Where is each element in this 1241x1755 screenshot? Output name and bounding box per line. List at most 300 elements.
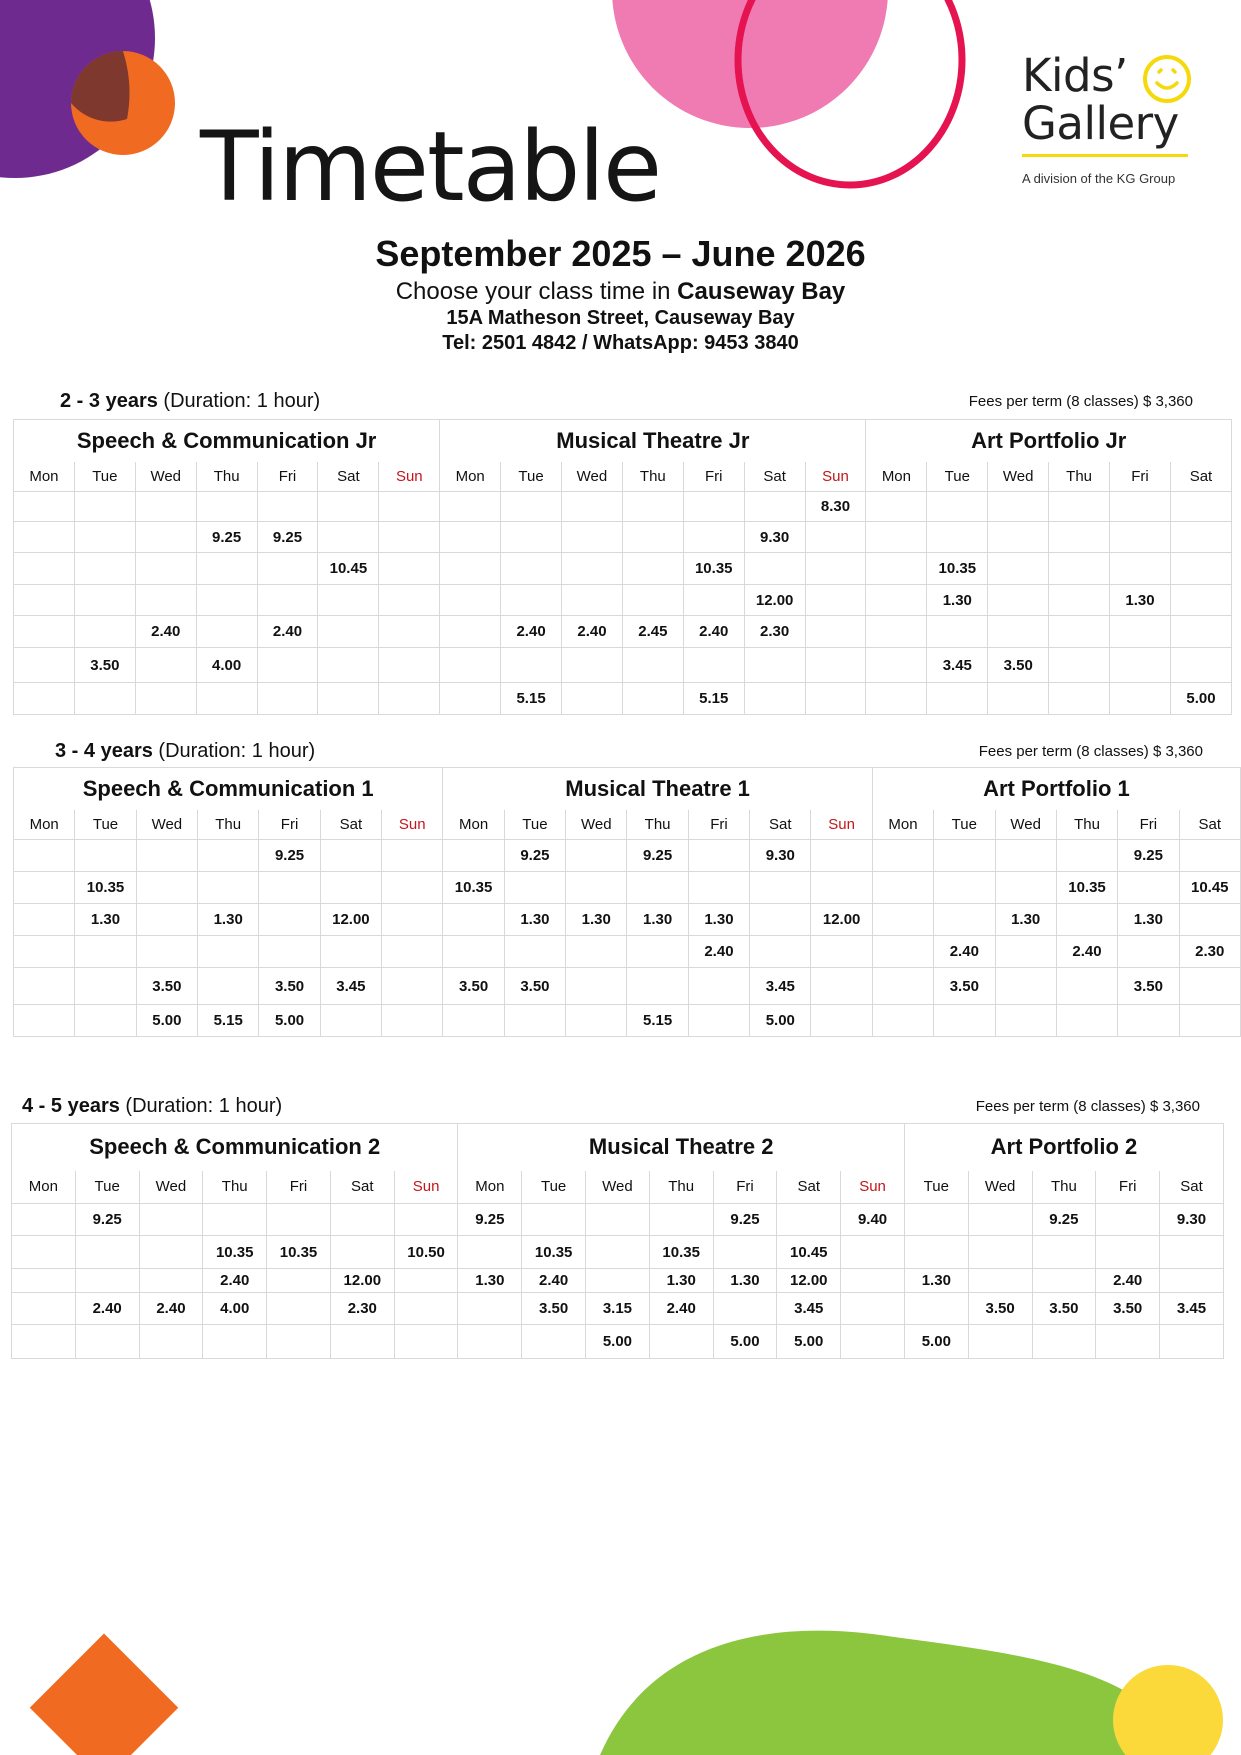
class-time-cell xyxy=(1170,648,1231,683)
class-time-cell xyxy=(866,492,927,522)
class-time-cell: 1.30 xyxy=(927,585,988,616)
class-time-cell xyxy=(135,522,196,553)
class-time-cell: 9.30 xyxy=(750,840,811,872)
class-time-cell: 5.15 xyxy=(683,683,744,715)
class-time-cell: 12.00 xyxy=(777,1269,841,1293)
weekday-thu: Thu xyxy=(196,462,257,492)
weekday-fri: Fri xyxy=(1118,810,1179,840)
class-time-cell xyxy=(968,1325,1032,1359)
class-time-cell: 5.15 xyxy=(627,1005,688,1037)
weekday-tue: Tue xyxy=(904,1171,968,1204)
class-time-cell: 5.00 xyxy=(750,1005,811,1037)
class-time-cell xyxy=(586,1269,650,1293)
class-time-cell xyxy=(135,585,196,616)
class-time-cell xyxy=(1049,648,1110,683)
class-time-cell xyxy=(683,492,744,522)
class-time-cell xyxy=(649,1204,713,1236)
class-time-cell: 12.00 xyxy=(320,904,381,936)
time-slot-row xyxy=(14,840,1241,872)
class-time-cell xyxy=(320,840,381,872)
class-time-cell xyxy=(74,553,135,585)
class-time-cell xyxy=(74,522,135,553)
class-time-cell xyxy=(198,872,259,904)
class-time-cell xyxy=(988,616,1049,648)
class-time-cell xyxy=(135,553,196,585)
class-time-cell xyxy=(841,1269,905,1293)
program-title-art: Art Portfolio 1 xyxy=(872,768,1240,810)
time-slot-row xyxy=(14,522,1232,553)
class-time-cell: 5.15 xyxy=(501,683,562,715)
program-title-music: Musical Theatre Jr xyxy=(440,420,866,462)
class-time-cell: 10.35 xyxy=(203,1236,267,1269)
class-time-cell xyxy=(627,872,688,904)
weekday-sat: Sat xyxy=(1170,462,1231,492)
class-time-cell xyxy=(394,1325,458,1359)
class-time-cell: 8.30 xyxy=(805,492,866,522)
class-time-cell xyxy=(14,904,75,936)
class-time-cell xyxy=(379,648,440,683)
class-time-cell xyxy=(198,840,259,872)
program-header-row xyxy=(14,768,1241,810)
class-time-cell xyxy=(866,616,927,648)
class-time-cell: 5.00 xyxy=(586,1325,650,1359)
green-blob xyxy=(600,1631,1160,1755)
class-time-cell: 1.30 xyxy=(198,904,259,936)
class-time-cell xyxy=(805,553,866,585)
weekday-sat: Sat xyxy=(750,810,811,840)
class-time-cell: 3.50 xyxy=(504,968,565,1005)
class-time-cell xyxy=(14,616,75,648)
class-time-cell: 1.30 xyxy=(566,904,627,936)
time-slot-row xyxy=(12,1325,1224,1359)
class-time-cell xyxy=(866,683,927,715)
class-time-cell: 12.00 xyxy=(744,585,805,616)
class-time-cell xyxy=(811,840,872,872)
age-range: 3 - 4 years xyxy=(55,740,153,762)
class-time-cell xyxy=(688,872,749,904)
class-time-cell xyxy=(872,904,933,936)
class-time-cell xyxy=(805,585,866,616)
class-time-cell xyxy=(136,936,197,968)
class-time-cell xyxy=(318,683,379,715)
class-time-cell xyxy=(562,492,623,522)
class-time-cell xyxy=(198,936,259,968)
class-time-cell xyxy=(841,1325,905,1359)
class-time-cell xyxy=(504,1005,565,1037)
class-time-cell xyxy=(257,648,318,683)
class-time-cell xyxy=(622,585,683,616)
class-time-cell xyxy=(196,683,257,715)
class-time-cell: 10.45 xyxy=(1179,872,1240,904)
timetable xyxy=(13,767,1241,1037)
class-time-cell xyxy=(811,1005,872,1037)
weekday-tue: Tue xyxy=(75,810,136,840)
weekday-fri: Fri xyxy=(267,1171,331,1204)
class-time-cell xyxy=(1049,522,1110,553)
class-time-cell xyxy=(320,872,381,904)
timetable xyxy=(11,1123,1224,1359)
class-time-cell xyxy=(566,872,627,904)
time-slot-row xyxy=(12,1204,1224,1236)
weekday-thu: Thu xyxy=(622,462,683,492)
class-time-cell xyxy=(1056,968,1117,1005)
weekday-mon: Mon xyxy=(440,462,501,492)
weekday-sun: Sun xyxy=(394,1171,458,1204)
class-time-cell xyxy=(866,648,927,683)
class-time-cell: 3.50 xyxy=(136,968,197,1005)
class-time-cell xyxy=(14,1005,75,1037)
class-time-cell xyxy=(330,1325,394,1359)
class-time-cell xyxy=(458,1325,522,1359)
class-time-cell: 3.50 xyxy=(74,648,135,683)
class-time-cell xyxy=(75,840,136,872)
class-time-cell: 3.45 xyxy=(320,968,381,1005)
class-time-cell xyxy=(501,553,562,585)
class-time-cell xyxy=(440,683,501,715)
class-time-cell xyxy=(988,522,1049,553)
weekday-thu: Thu xyxy=(1056,810,1117,840)
class-time-cell xyxy=(318,522,379,553)
class-time-cell xyxy=(382,968,443,1005)
class-time-cell xyxy=(14,585,75,616)
class-time-cell xyxy=(12,1325,76,1359)
class-time-cell xyxy=(196,553,257,585)
class-time-cell xyxy=(379,585,440,616)
class-time-cell xyxy=(379,683,440,715)
location-name: Causeway Bay xyxy=(677,278,846,305)
age-group-label xyxy=(60,390,320,413)
class-time-cell xyxy=(805,683,866,715)
duration: (Duration: 1 hour) xyxy=(119,1095,283,1117)
class-time-cell xyxy=(394,1269,458,1293)
class-time-cell: 10.35 xyxy=(683,553,744,585)
class-time-cell xyxy=(330,1204,394,1236)
class-time-cell: 3.50 xyxy=(259,968,320,1005)
time-slot-row xyxy=(12,1236,1224,1269)
class-time-cell xyxy=(622,648,683,683)
class-time-cell xyxy=(1170,585,1231,616)
class-time-cell xyxy=(139,1236,203,1269)
class-time-cell xyxy=(927,616,988,648)
program-header-row xyxy=(12,1124,1224,1171)
class-time-cell xyxy=(934,1005,995,1037)
class-time-cell xyxy=(320,1005,381,1037)
class-time-cell xyxy=(440,492,501,522)
class-time-cell xyxy=(688,968,749,1005)
program-title-music: Musical Theatre 1 xyxy=(443,768,872,810)
class-time-cell xyxy=(744,648,805,683)
fees-per-term: Fees per term (8 classes) $ 3,360 xyxy=(978,743,1203,760)
class-time-cell xyxy=(872,872,933,904)
weekday-wed: Wed xyxy=(136,810,197,840)
location-prefix: Choose your class time in xyxy=(395,278,671,305)
weekday-wed: Wed xyxy=(135,462,196,492)
class-time-cell: 10.45 xyxy=(777,1236,841,1269)
class-time-cell xyxy=(872,1005,933,1037)
weekday-thu: Thu xyxy=(198,810,259,840)
class-time-cell xyxy=(927,522,988,553)
duration: (Duration: 1 hour) xyxy=(157,390,321,412)
class-time-cell xyxy=(12,1269,76,1293)
class-time-cell xyxy=(257,553,318,585)
age-group-label xyxy=(55,740,315,763)
class-time-cell xyxy=(12,1293,76,1325)
weekday-sun: Sun xyxy=(841,1171,905,1204)
class-time-cell: 3.45 xyxy=(750,968,811,1005)
weekday-fri: Fri xyxy=(257,462,318,492)
weekday-mon: Mon xyxy=(872,810,933,840)
class-time-cell: 2.40 xyxy=(501,616,562,648)
program-title-speech: Speech & Communication 1 xyxy=(14,768,443,810)
class-time-cell: 1.30 xyxy=(713,1269,777,1293)
class-time-cell xyxy=(196,492,257,522)
class-time-cell: 10.50 xyxy=(394,1236,458,1269)
class-time-cell xyxy=(1118,936,1179,968)
page-title: Timetable xyxy=(200,111,661,223)
class-time-cell xyxy=(198,968,259,1005)
class-time-cell xyxy=(744,553,805,585)
weekday-tue: Tue xyxy=(75,1171,139,1204)
class-time-cell: 1.30 xyxy=(904,1269,968,1293)
class-time-cell xyxy=(504,872,565,904)
program-title-speech: Speech & Communication Jr xyxy=(14,420,440,462)
logo-word-kids: Kids’ xyxy=(1022,49,1128,102)
class-time-cell: 5.00 xyxy=(777,1325,841,1359)
class-time-cell xyxy=(501,522,562,553)
class-time-cell: 2.45 xyxy=(622,616,683,648)
class-time-cell xyxy=(622,683,683,715)
class-time-cell xyxy=(440,522,501,553)
weekday-fri: Fri xyxy=(1096,1171,1160,1204)
class-time-cell xyxy=(1032,1236,1096,1269)
class-time-cell: 3.45 xyxy=(1160,1293,1224,1325)
class-time-cell xyxy=(1179,968,1240,1005)
class-time-cell: 3.50 xyxy=(1118,968,1179,1005)
class-time-cell xyxy=(1032,1325,1096,1359)
class-time-cell xyxy=(379,522,440,553)
class-time-cell xyxy=(988,683,1049,715)
class-time-cell xyxy=(622,553,683,585)
class-time-cell: 9.25 xyxy=(1118,840,1179,872)
class-time-cell xyxy=(1032,1269,1096,1293)
class-time-cell xyxy=(135,492,196,522)
class-time-cell xyxy=(934,840,995,872)
program-title-art: Art Portfolio 2 xyxy=(904,1124,1223,1171)
class-time-cell xyxy=(267,1204,331,1236)
class-time-cell xyxy=(379,616,440,648)
class-time-cell xyxy=(968,1236,1032,1269)
class-time-cell xyxy=(805,648,866,683)
weekday-tue: Tue xyxy=(927,462,988,492)
class-time-cell: 2.40 xyxy=(257,616,318,648)
class-time-cell xyxy=(14,840,75,872)
class-time-cell: 2.40 xyxy=(1096,1269,1160,1293)
class-time-cell: 1.30 xyxy=(1110,585,1171,616)
class-time-cell xyxy=(14,683,75,715)
class-time-cell xyxy=(14,522,75,553)
class-time-cell: 2.40 xyxy=(522,1269,586,1293)
class-time-cell xyxy=(379,553,440,585)
weekday-tue: Tue xyxy=(504,810,565,840)
class-time-cell xyxy=(1096,1204,1160,1236)
class-time-cell xyxy=(257,683,318,715)
class-time-cell xyxy=(927,683,988,715)
class-time-cell xyxy=(562,683,623,715)
time-slot-row xyxy=(14,683,1232,715)
timetable xyxy=(13,419,1232,715)
class-time-cell: 5.15 xyxy=(198,1005,259,1037)
class-time-cell: 1.30 xyxy=(649,1269,713,1293)
program-title-speech: Speech & Communication 2 xyxy=(12,1124,458,1171)
weekday-thu: Thu xyxy=(1032,1171,1096,1204)
class-time-cell: 1.30 xyxy=(504,904,565,936)
class-time-cell: 3.50 xyxy=(934,968,995,1005)
time-slot-row xyxy=(14,616,1232,648)
class-time-cell: 1.30 xyxy=(995,904,1056,936)
class-time-cell xyxy=(1179,1005,1240,1037)
class-time-cell xyxy=(522,1204,586,1236)
class-time-cell xyxy=(627,968,688,1005)
class-time-cell: 5.00 xyxy=(713,1325,777,1359)
class-time-cell xyxy=(440,648,501,683)
program-header-row xyxy=(14,420,1232,462)
class-time-cell xyxy=(622,492,683,522)
weekday-sat: Sat xyxy=(744,462,805,492)
class-time-cell xyxy=(1110,553,1171,585)
time-slot-row xyxy=(14,904,1241,936)
weekday-sun: Sun xyxy=(805,462,866,492)
class-time-cell: 10.35 xyxy=(649,1236,713,1269)
class-time-cell xyxy=(443,840,504,872)
class-time-cell xyxy=(713,1236,777,1269)
class-time-cell: 9.25 xyxy=(259,840,320,872)
class-time-cell xyxy=(566,936,627,968)
class-time-cell xyxy=(1170,492,1231,522)
class-time-cell xyxy=(1170,522,1231,553)
class-time-cell xyxy=(74,683,135,715)
class-time-cell xyxy=(14,553,75,585)
class-time-cell xyxy=(74,616,135,648)
class-time-cell: 2.30 xyxy=(1179,936,1240,968)
class-time-cell: 10.35 xyxy=(267,1236,331,1269)
class-time-cell xyxy=(1179,904,1240,936)
class-time-cell: 12.00 xyxy=(330,1269,394,1293)
class-time-cell: 3.50 xyxy=(443,968,504,1005)
weekday-sat: Sat xyxy=(1160,1171,1224,1204)
weekday-wed: Wed xyxy=(139,1171,203,1204)
class-time-cell xyxy=(1110,616,1171,648)
class-time-cell xyxy=(988,492,1049,522)
class-time-cell xyxy=(1096,1236,1160,1269)
class-time-cell xyxy=(750,936,811,968)
class-time-cell xyxy=(440,585,501,616)
weekday-sat: Sat xyxy=(1179,810,1240,840)
class-time-cell: 2.40 xyxy=(934,936,995,968)
class-time-cell: 4.00 xyxy=(196,648,257,683)
class-time-cell xyxy=(562,522,623,553)
class-time-cell xyxy=(562,585,623,616)
class-time-cell: 3.15 xyxy=(586,1293,650,1325)
class-time-cell xyxy=(566,840,627,872)
class-time-cell xyxy=(811,936,872,968)
class-time-cell xyxy=(135,648,196,683)
class-time-cell xyxy=(394,1293,458,1325)
class-time-cell xyxy=(259,904,320,936)
smiley-face-icon xyxy=(1140,52,1194,106)
class-time-cell xyxy=(995,968,1056,1005)
class-time-cell xyxy=(522,1325,586,1359)
class-time-cell xyxy=(995,936,1056,968)
class-time-cell: 1.30 xyxy=(1118,904,1179,936)
weekday-fri: Fri xyxy=(713,1171,777,1204)
class-time-cell: 10.45 xyxy=(318,553,379,585)
weekday-sat: Sat xyxy=(320,810,381,840)
class-time-cell: 10.35 xyxy=(75,872,136,904)
class-time-cell xyxy=(1160,1236,1224,1269)
class-time-cell xyxy=(14,648,75,683)
weekday-thu: Thu xyxy=(627,810,688,840)
weekday-tue: Tue xyxy=(74,462,135,492)
weekday-fri: Fri xyxy=(688,810,749,840)
class-time-cell xyxy=(566,1005,627,1037)
weekday-fri: Fri xyxy=(259,810,320,840)
term-period: September 2025 – June 2026 xyxy=(375,233,866,274)
class-time-cell xyxy=(934,904,995,936)
class-time-cell xyxy=(139,1269,203,1293)
location-line xyxy=(0,278,1241,306)
class-time-cell xyxy=(927,492,988,522)
time-slot-row xyxy=(14,936,1241,968)
class-time-cell xyxy=(318,648,379,683)
time-slot-row xyxy=(14,553,1232,585)
class-time-cell: 12.00 xyxy=(811,904,872,936)
class-time-cell xyxy=(904,1236,968,1269)
class-time-cell xyxy=(904,1204,968,1236)
class-time-cell: 2.30 xyxy=(330,1293,394,1325)
class-time-cell xyxy=(75,1236,139,1269)
class-time-cell xyxy=(382,872,443,904)
class-time-cell xyxy=(259,872,320,904)
weekday-fri: Fri xyxy=(683,462,744,492)
class-time-cell xyxy=(382,840,443,872)
age-range: 4 - 5 years xyxy=(22,1095,120,1117)
contact-phone: Tel: 2501 4842 / WhatsApp: 9453 3840 xyxy=(442,332,799,354)
class-time-cell xyxy=(1160,1325,1224,1359)
weekday-tue: Tue xyxy=(501,462,562,492)
class-time-cell: 5.00 xyxy=(904,1325,968,1359)
class-time-cell xyxy=(504,936,565,968)
class-time-cell: 10.35 xyxy=(522,1236,586,1269)
class-time-cell: 1.30 xyxy=(458,1269,522,1293)
class-time-cell xyxy=(866,585,927,616)
class-time-cell xyxy=(841,1293,905,1325)
class-time-cell: 3.50 xyxy=(1032,1293,1096,1325)
class-time-cell xyxy=(1049,585,1110,616)
class-time-cell xyxy=(394,1204,458,1236)
weekday-wed: Wed xyxy=(995,810,1056,840)
company-logo xyxy=(1022,49,1192,186)
class-time-cell: 9.30 xyxy=(1160,1204,1224,1236)
class-time-cell xyxy=(1179,840,1240,872)
class-time-cell: 10.35 xyxy=(443,872,504,904)
class-time-cell xyxy=(988,585,1049,616)
class-time-cell xyxy=(267,1325,331,1359)
class-time-cell xyxy=(805,616,866,648)
class-time-cell xyxy=(988,553,1049,585)
program-title-art: Art Portfolio Jr xyxy=(866,420,1232,462)
time-slot-row xyxy=(14,872,1241,904)
class-time-cell xyxy=(866,522,927,553)
